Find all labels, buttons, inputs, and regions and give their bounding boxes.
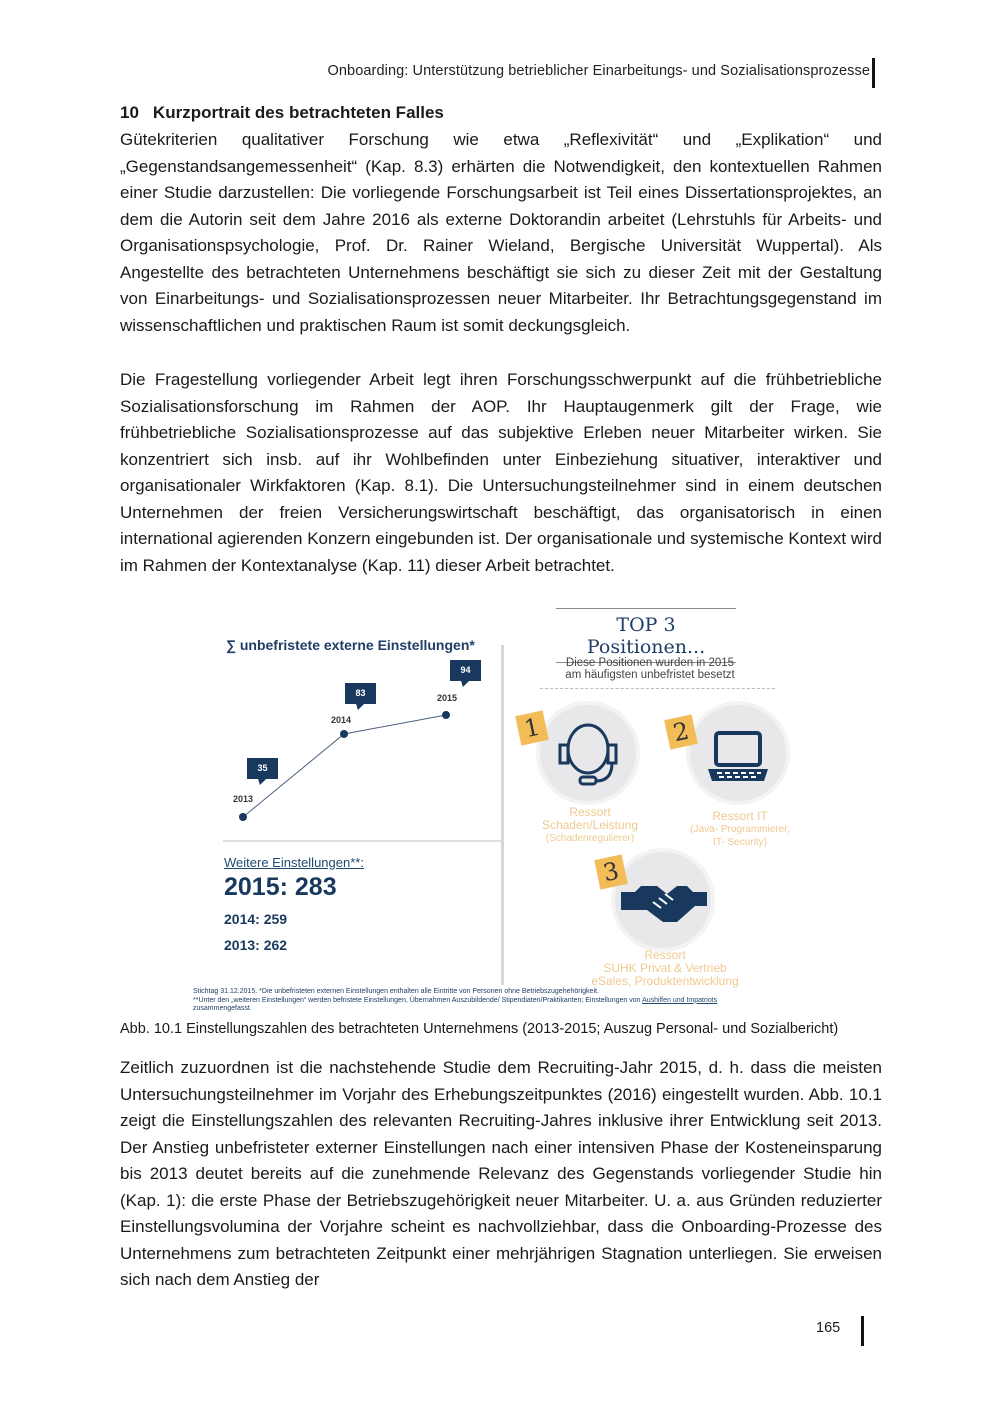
figure-10-1	[185, 605, 815, 1020]
footnote-link[interactable]: Aushilfen und Impatriots	[642, 996, 718, 1004]
dashed-separator	[540, 688, 775, 689]
footnote-line1: Stichtag 31.12.2015. *Die unbefristeten externen Einstellungen enthalten alle Eintritte von Personen ohne Betriebszugehehörigkeit.	[193, 988, 599, 995]
footnote-line3: zusammengefasst.	[193, 1005, 252, 1012]
headset-icon	[540, 705, 636, 801]
rank-badge-3: 3	[594, 854, 628, 889]
year-label-2014: 2014	[331, 715, 352, 725]
weitere-2013: 2013: 262	[224, 937, 288, 953]
paragraph-3: Zeitlich zuzuordnen ist die nachstehende Studie dem Recruiting-Jahr 2015, d. h. dass die meisten Untersuchungsteilnehmer im Vorjahr des Erhebungszeitpunktes (2016) eingestellt wurden. Abb. 10.1 zeigt die Einstellungszahlen des relevanten Recruiting-Jahres inklusive ihrer Entwicklung seit 2013. Der Anstieg unbefristeter externer Einstellungen nach einer intensiven Phase der Kosteneinsparung bis 2013 deutet bereits auf die zunehmende Relevanz des Gegenstands vorliegender Studie hin (Kap. 1): die erste Phase der Betriebszugehörigkeit neuer Mitarbeiter. U. a. aus Gründen reduzierter Einstellungsvolumina der Vorjahre scheint es nachvollziehbar, dass die Onboarding-Prozesse des Unternehmens zum betrachteten Zeitpunkt einer mehrjährigen Stagnation unterliegen. Sie erweisen sich nach dem Anstieg der	[120, 1058, 882, 1289]
position-1-circle	[540, 705, 636, 801]
section-title: Kurzportrait des betrachteten Falles	[152, 103, 444, 122]
running-header: Onboarding: Unterstützung betrieblicher Einarbeitungs- und Sozialisationsprozesse	[327, 63, 870, 79]
position-1-line1: Ressort	[569, 805, 611, 819]
weitere-label: Weitere Einstellungen**:	[224, 855, 364, 870]
footnote-line2	[193, 997, 823, 1006]
chart-title: ∑ unbefristete externe Einstellungen*	[226, 637, 475, 653]
data-point-2013	[239, 813, 247, 821]
data-point-2015	[442, 711, 450, 719]
handshake-icon	[615, 852, 711, 948]
figure-footnote	[193, 988, 823, 1014]
value-bubble-2014: 83	[345, 683, 376, 704]
position-3-line1: Ressort	[644, 948, 686, 962]
top3-subtitle-line1: Diese Positionen wurden in 2015	[565, 657, 735, 669]
year-label-2013: 2013	[233, 794, 254, 804]
position-3-label	[585, 949, 745, 988]
position-1-detail: (Schadenregulierer)	[545, 833, 635, 844]
figure-caption: Abb. 10.1 Einstellungszahlen des betrachteten Unternehmens (2013-2015; Auszug Personal- und Sozialbericht)	[120, 1021, 839, 1037]
top3-subtitle-line2: am häufigsten unbefristet besetzt	[565, 669, 735, 681]
paragraph-2: Die Fragestellung vorliegender Arbeit legt ihren Forschungsschwerpunkt auf die frühbetriebliche Sozialisationsforschung im Rahmen der AOP. Ihr Hauptaugenmerk gilt der Frage, wie frühbetriebliche Sozialisationsprozesse auf das subjektive Erleben neuer Mitarbeiter wirken. Sie konzentriert sich insb. auf ihr Wohlbefinden unter Einbeziehung situativer, interaktiver und organisationaler Wirkfaktoren (Kap. 8.1). Die Untersuchungsteilnehmer sind in einem deutschen Unternehmen der freien Versicherungswirtschaft beschäftigt, das organisatorisch in einen international agierenden Konzern eingebunden ist. Der organisationale und systemische Kontext wird im Rahmen der Kontextanalyse (Kap. 11) dieser Arbeit betrachtet.	[120, 370, 882, 575]
footer-rule	[861, 1316, 864, 1346]
position-2-detail: IT- Security)	[713, 837, 767, 848]
rank-badge-2: 2	[664, 714, 698, 749]
year-label-2015: 2015	[437, 693, 458, 703]
position-2-line1: Ressort IT	[712, 809, 768, 823]
position-2-circle	[690, 705, 786, 801]
position-1-label	[525, 806, 655, 845]
position-2-line2: (Java- Programmierer,	[690, 824, 790, 835]
position-1-line2: Schaden/Leistung	[541, 818, 639, 832]
vertical-divider	[501, 645, 504, 985]
data-point-2014	[340, 730, 348, 738]
paragraph-1: Gütekriterien qualitativer Forschung wie etwa „Reflexivität“ und „Explikation“ und „Gegenstandsangemessenheit“ (Kap. 8.3) erhärten die Notwendigkeit, den kontextuellen Rahmen einer Studie darzustellen: Die vorliegende Forschungsarbeit ist Teil eines Dissertationsprojektes, an dem die Autorin seit dem Jahre 2016 als externe Doktorandin arbeitet (Lehrstuhls für Arbeits- und Organisationspsychologie, Prof. Dr. Rainer Wieland, Bergische Universität Wuppertal). Als Angestellte des betrachteten Unternehmens beschäftigt sie sich zu dieser Zeit mit der Gestaltung von Einarbeitungs- und Sozialisationsprozessen neuer Mitarbeiter. Ihr Betrachtungsgegenstand im wissenschaftlichen und praktischen Raum ist somit deckungsgleich.	[120, 130, 882, 335]
top3-panel	[505, 605, 815, 995]
line-chart	[185, 605, 505, 845]
value-bubble-2015: 94	[450, 660, 481, 681]
value-bubble-2013: 35	[247, 758, 278, 779]
header-rule	[872, 58, 875, 88]
position-3-line2: SUHK Privat & Vertrieb	[603, 961, 727, 975]
position-3-circle	[615, 852, 711, 948]
section-heading	[120, 103, 444, 123]
page-number: 165	[816, 1320, 841, 1336]
hiring-chart-panel	[185, 605, 505, 985]
rank-badge-1: 1	[515, 710, 549, 745]
footnote-line2-text: **Unter den „weiteren Einstellungen“ werden befristete Einstellungen, Übernahmen Auszubildende/ Stipendiaten/Praktikanten; Einstellungen von	[193, 996, 643, 1004]
top3-title: TOP 3 Positionen...	[556, 608, 736, 663]
weitere-2014: 2014: 259	[224, 911, 288, 927]
panel-divider	[223, 840, 501, 842]
weitere-2015: 2015: 283	[224, 873, 337, 901]
position-3-detail: eSales, Produktentwicklung	[591, 974, 739, 988]
position-2-label	[675, 810, 805, 849]
top3-subtitle	[535, 657, 765, 681]
laptop-icon	[690, 705, 786, 801]
section-number: 10	[120, 103, 139, 122]
